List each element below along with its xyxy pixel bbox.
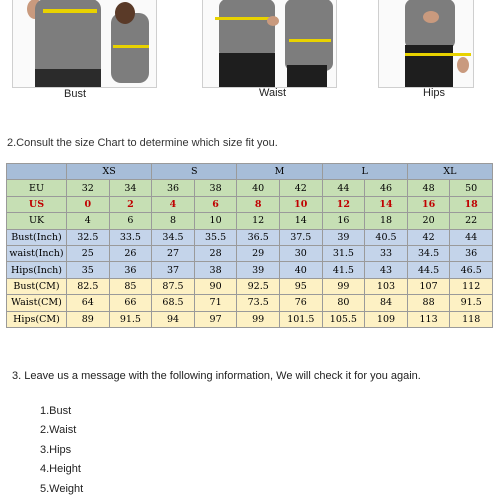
list-item: 3.Hips	[40, 443, 72, 456]
table-cell: 66	[109, 295, 152, 311]
table-cell: 12	[237, 213, 280, 229]
info-list	[40, 402, 83, 499]
size-header: XS	[67, 164, 152, 180]
table-cell: 73.5	[237, 295, 280, 311]
size-header: M	[237, 164, 322, 180]
table-cell: 33	[365, 245, 408, 261]
table-row	[7, 278, 493, 294]
table-cell: 64	[67, 295, 110, 311]
list-item: 1.Bust	[40, 405, 72, 417]
table-cell: 36	[450, 245, 493, 261]
table-row	[7, 295, 493, 311]
size-header-row	[7, 164, 493, 180]
table-cell: 109	[365, 311, 408, 327]
list-item: 4.Height	[40, 463, 81, 476]
table-cell: 31.5	[322, 245, 365, 261]
row-label: US	[7, 196, 67, 212]
table-row	[7, 213, 493, 229]
table-cell: 38	[194, 180, 237, 196]
row-label: Waist(CM)	[7, 295, 67, 311]
table-cell: 99	[237, 311, 280, 327]
table-cell: 18	[365, 213, 408, 229]
table-cell: 22	[450, 213, 493, 229]
table-cell: 50	[450, 180, 493, 196]
row-label: Hips(CM)	[7, 311, 67, 327]
table-cell: 8	[237, 196, 280, 212]
table-cell: 92.5	[237, 278, 280, 294]
table-cell: 48	[407, 180, 450, 196]
table-cell: 37.5	[279, 229, 322, 245]
table-cell: 35	[67, 262, 110, 278]
table-cell: 28	[194, 245, 237, 261]
table-row	[7, 245, 493, 261]
table-cell: 112	[450, 278, 493, 294]
table-cell: 34	[109, 180, 152, 196]
table-cell: 118	[450, 311, 493, 327]
table-cell: 36	[152, 180, 195, 196]
table-cell: 82.5	[67, 278, 110, 294]
table-cell: 44.5	[407, 262, 450, 278]
table-cell: 42	[279, 180, 322, 196]
row-label: Hips(Inch)	[7, 262, 67, 278]
table-cell: 36	[109, 262, 152, 278]
table-row	[7, 196, 493, 212]
size-header: S	[152, 164, 237, 180]
table-row	[7, 180, 493, 196]
waist-photo	[202, 0, 337, 88]
table-cell: 12	[322, 196, 365, 212]
table-row	[7, 262, 493, 278]
table-cell: 14	[279, 213, 322, 229]
table-cell: 18	[450, 196, 493, 212]
table-cell: 38	[194, 262, 237, 278]
table-cell: 33.5	[109, 229, 152, 245]
table-cell: 36.5	[237, 229, 280, 245]
table-cell: 40	[237, 180, 280, 196]
header-corner	[7, 164, 67, 180]
table-cell: 25	[67, 245, 110, 261]
table-cell: 41.5	[322, 262, 365, 278]
table-cell: 46.5	[450, 262, 493, 278]
list-item: 2.Waist	[40, 424, 77, 437]
table-cell: 30	[279, 245, 322, 261]
bust-caption: Bust	[64, 88, 87, 100]
table-cell: 71	[194, 295, 237, 311]
measurement-photos	[0, 0, 500, 102]
table-cell: 99	[322, 278, 365, 294]
table-cell: 37	[152, 262, 195, 278]
table-cell: 6	[109, 213, 152, 229]
table-row	[7, 229, 493, 245]
table-cell: 80	[322, 295, 365, 311]
table-cell: 32.5	[67, 229, 110, 245]
table-cell: 105.5	[322, 311, 365, 327]
table-cell: 10	[279, 196, 322, 212]
waist-caption: Waist	[259, 87, 287, 99]
table-cell: 68.5	[152, 295, 195, 311]
table-cell: 29	[237, 245, 280, 261]
table-cell: 4	[152, 196, 195, 212]
table-cell: 0	[67, 196, 110, 212]
table-cell: 35.5	[194, 229, 237, 245]
table-cell: 76	[279, 295, 322, 311]
size-chart	[6, 163, 493, 328]
table-cell: 91.5	[450, 295, 493, 311]
table-cell: 43	[365, 262, 408, 278]
bust-photo	[12, 0, 157, 88]
list-item: 5.Weight	[40, 482, 84, 495]
table-cell: 34.5	[407, 245, 450, 261]
table-cell: 97	[194, 311, 237, 327]
table-cell: 40	[279, 262, 322, 278]
table-cell: 95	[279, 278, 322, 294]
table-cell: 101.5	[279, 311, 322, 327]
table-cell: 27	[152, 245, 195, 261]
table-cell: 8	[152, 213, 195, 229]
table-cell: 39	[237, 262, 280, 278]
table-cell: 44	[322, 180, 365, 196]
table-cell: 113	[407, 311, 450, 327]
size-header: XL	[407, 164, 492, 180]
table-cell: 34.5	[152, 229, 195, 245]
table-cell: 14	[365, 196, 408, 212]
table-cell: 16	[322, 213, 365, 229]
table-cell: 94	[152, 311, 195, 327]
table-cell: 107	[407, 278, 450, 294]
table-cell: 16	[407, 196, 450, 212]
step2-instruction: 2.Consult the size Chart to determine which size fit you.	[7, 137, 278, 149]
table-cell: 46	[365, 180, 408, 196]
table-cell: 10	[194, 213, 237, 229]
table-cell: 4	[67, 213, 110, 229]
table-row	[7, 311, 493, 327]
table-cell: 42	[407, 229, 450, 245]
step3-instruction: 3. Leave us a message with the following information, We will check it for you again.	[12, 370, 421, 382]
table-cell: 6	[194, 196, 237, 212]
table-cell: 89	[67, 311, 110, 327]
table-cell: 44	[450, 229, 493, 245]
table-cell: 2	[109, 196, 152, 212]
size-header: L	[322, 164, 407, 180]
row-label: Bust(CM)	[7, 278, 67, 294]
table-cell: 32	[67, 180, 110, 196]
hips-caption: Hips	[423, 87, 446, 99]
table-cell: 85	[109, 278, 152, 294]
table-cell: 90	[194, 278, 237, 294]
table-cell: 88	[407, 295, 450, 311]
table-cell: 40.5	[365, 229, 408, 245]
row-label: EU	[7, 180, 67, 196]
table-cell: 87.5	[152, 278, 195, 294]
table-cell: 84	[365, 295, 408, 311]
table-cell: 103	[365, 278, 408, 294]
row-label: waist(Inch)	[7, 245, 67, 261]
row-label: Bust(Inch)	[7, 229, 67, 245]
hips-photo	[378, 0, 474, 88]
row-label: UK	[7, 213, 67, 229]
table-cell: 91.5	[109, 311, 152, 327]
table-cell: 26	[109, 245, 152, 261]
table-cell: 20	[407, 213, 450, 229]
table-cell: 39	[322, 229, 365, 245]
